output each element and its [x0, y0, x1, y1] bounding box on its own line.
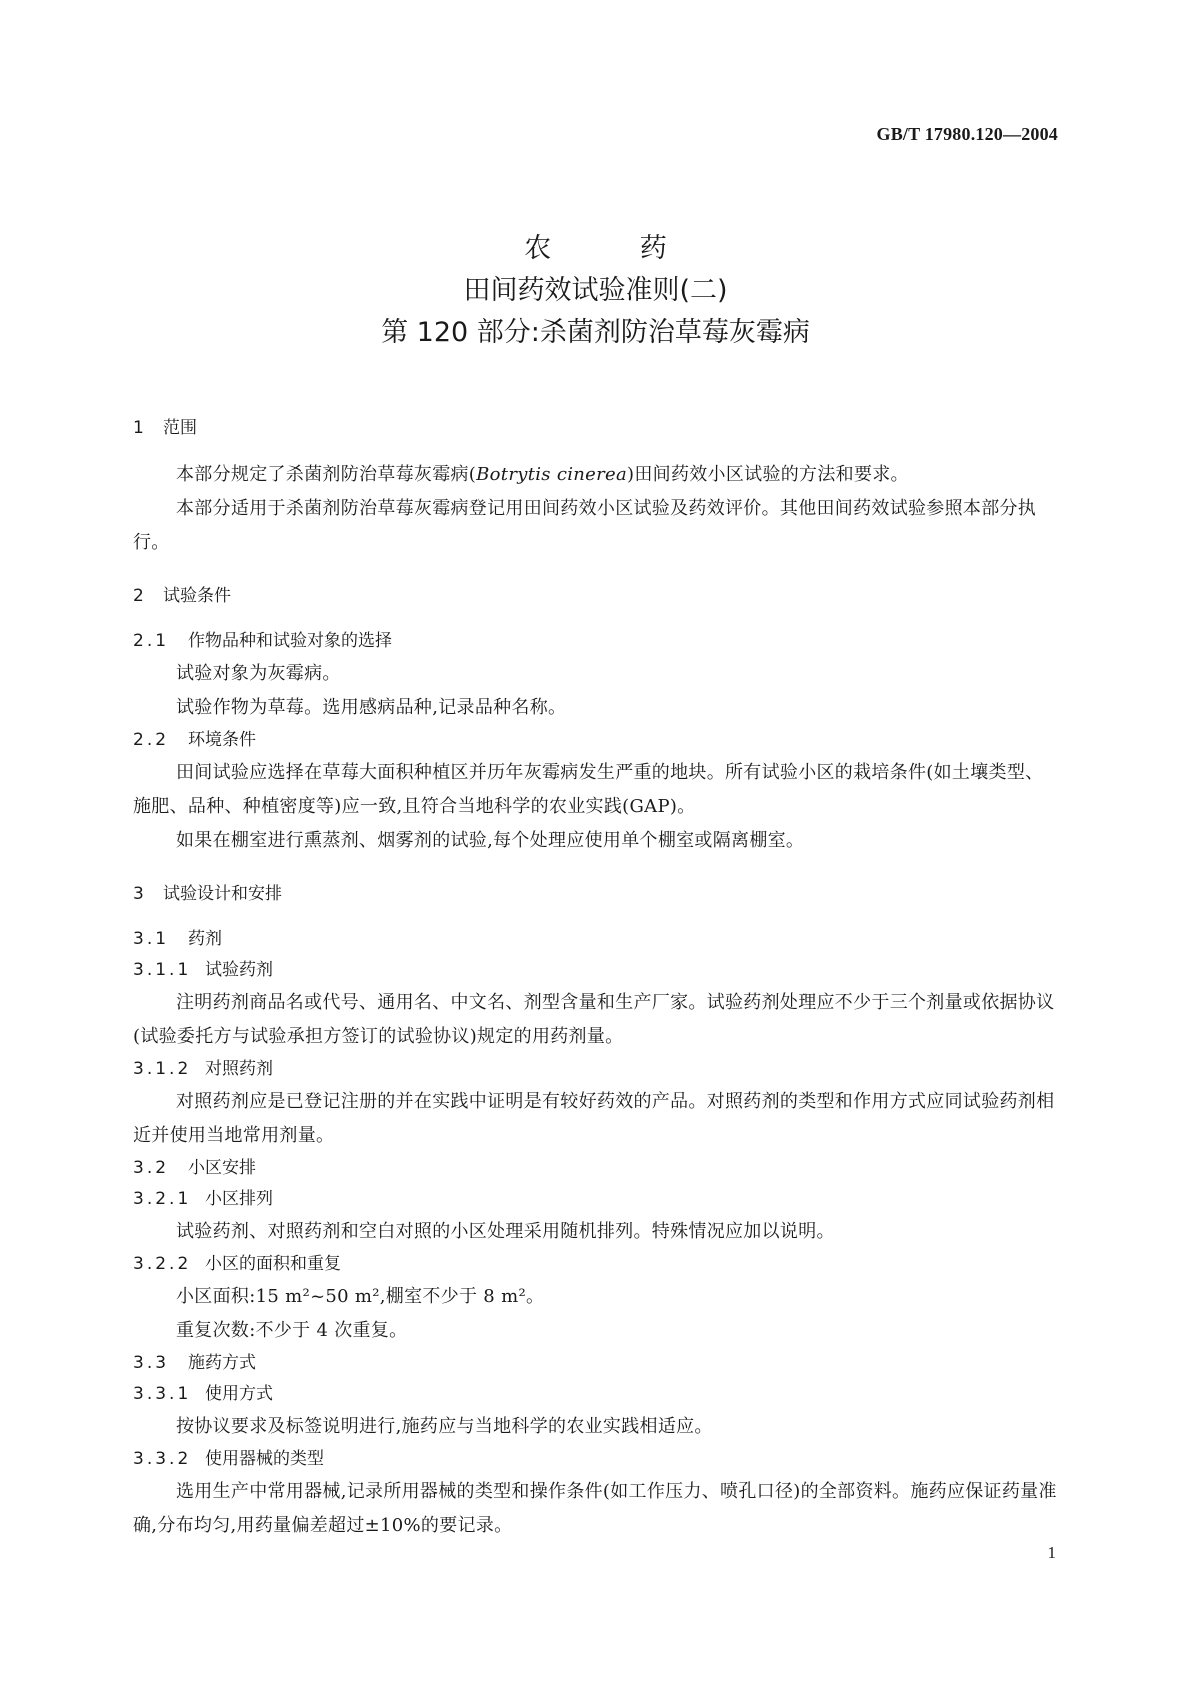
section-number: 1 — [133, 418, 147, 438]
section-number: 3.1 — [133, 929, 170, 949]
section-3-2-2-paragraph-2: 重复次数:不少于 4 次重复。 — [176, 1320, 408, 1341]
section-3-3-1-paragraph-1: 按协议要求及标签说明进行,施药应与当地科学的农业实践相适应。 — [176, 1416, 713, 1437]
section-3-heading — [133, 878, 1058, 910]
section-3-2-2-paragraph-1: 小区面积:15 m²~50 m²,棚室不少于 8 m²。 — [176, 1286, 545, 1307]
section-number: 3.3 — [133, 1353, 170, 1373]
section-2-1-paragraph-2: 试验作物为草莓。选用感病品种,记录品种名称。 — [176, 697, 567, 718]
section-3-1-1-paragraph-1: 注明药剂商品名或代号、通用名、中文名、剂型含量和生产厂家。试验药剂处理应不少于三个剂量或依据协议(试验委托方与试验承担方签订的试验协议)规定的用药剂量。 — [133, 992, 1055, 1047]
page-number: 1 — [1047, 1543, 1056, 1562]
section-3-1-2-paragraph-1: 对照药剂应是已登记注册的并在实践中证明是有较好药效的产品。对照药剂的类型和作用方式应同试验药剂相近并使用当地常用剂量。 — [133, 1091, 1055, 1146]
section-title: 小区安排 — [188, 1158, 256, 1178]
section-3-1-1-heading — [133, 955, 1058, 986]
section-3-1-2-heading — [133, 1054, 1058, 1085]
section-3-2-1-heading — [133, 1184, 1058, 1215]
section-title: 小区排列 — [205, 1189, 273, 1209]
section-1-paragraph-2: 本部分适用于杀菌剂防治草莓灰霉病登记用田间药效小区试验及药效评价。其他田间药效试验参照本部分执行。 — [133, 498, 1037, 553]
section-3-1-heading — [133, 924, 1058, 955]
section-2-2-heading — [133, 725, 1058, 756]
section-title: 小区的面积和重复 — [205, 1254, 341, 1274]
section-title: 使用器械的类型 — [205, 1449, 324, 1469]
section-number: 3 — [133, 884, 147, 904]
section-title: 药剂 — [188, 929, 222, 949]
section-number: 2.1 — [133, 631, 170, 651]
section-2-1-heading — [133, 626, 1058, 657]
section-title: 对照药剂 — [205, 1059, 273, 1079]
section-2-heading — [133, 580, 1058, 612]
section-number: 3.1.2 — [133, 1059, 192, 1079]
section-3-2-heading — [133, 1153, 1058, 1184]
document-code: GB/T 17980.120—2004 — [876, 124, 1058, 144]
text-span: 本部分规定了杀菌剂防治草莓灰霉病( — [176, 464, 477, 485]
section-1-heading — [133, 412, 1058, 444]
document-body — [133, 412, 1058, 1543]
section-number: 3.2.1 — [133, 1189, 192, 1209]
section-title: 范围 — [163, 418, 197, 438]
latin-name: Botrytis cinerea — [476, 464, 628, 485]
section-number: 3.3.2 — [133, 1449, 192, 1469]
section-title: 试验设计和安排 — [163, 884, 282, 904]
section-3-3-1-heading — [133, 1379, 1058, 1410]
section-title: 施药方式 — [188, 1353, 256, 1373]
section-3-2-2-heading — [133, 1249, 1058, 1280]
section-number: 3.2 — [133, 1158, 170, 1178]
section-number: 3.3.1 — [133, 1384, 192, 1404]
section-3-3-2-paragraph-1: 选用生产中常用器械,记录所用器械的类型和操作条件(如工作压力、喷孔口径)的全部资料。施药应保证药量准确,分布均匀,用药量偏差超过±10%的要记录。 — [133, 1481, 1057, 1536]
text-span: )田间药效小区试验的方法和要求。 — [627, 464, 909, 485]
section-3-2-1-paragraph-1: 试验药剂、对照药剂和空白对照的小区处理采用随机排列。特殊情况应加以说明。 — [176, 1221, 835, 1242]
section-number: 2.2 — [133, 730, 170, 750]
section-2-1-paragraph-1: 试验对象为灰霉病。 — [176, 663, 341, 684]
section-3-3-heading — [133, 1348, 1058, 1379]
section-number: 2 — [133, 586, 147, 606]
section-number: 3.1.1 — [133, 960, 192, 980]
section-2-2-paragraph-2: 如果在棚室进行熏蒸剂、烟雾剂的试验,每个处理应使用单个棚室或隔离棚室。 — [176, 830, 805, 851]
section-title: 使用方式 — [205, 1384, 273, 1404]
title-main: 农 药 — [524, 233, 707, 264]
section-3-3-2-heading — [133, 1444, 1058, 1475]
title-subtitle: 田间药效试验准则(二) — [463, 275, 728, 306]
title-block — [0, 228, 1191, 354]
section-title: 作物品种和试验对象的选择 — [188, 631, 392, 651]
section-2-2-paragraph-1: 田间试验应选择在草莓大面积种植区并历年灰霉病发生严重的地块。所有试验小区的栽培条件(如土壤类型、施肥、品种、种植密度等)应一致,且符合当地科学的农业实践(GAP)。 — [133, 762, 1044, 817]
section-title: 环境条件 — [188, 730, 256, 750]
section-1-paragraph-1 — [133, 458, 1058, 492]
section-title: 试验条件 — [163, 586, 231, 606]
section-number: 3.2.2 — [133, 1254, 192, 1274]
title-part: 第 120 部分:杀菌剂防治草莓灰霉病 — [381, 317, 810, 348]
section-title: 试验药剂 — [205, 960, 273, 980]
